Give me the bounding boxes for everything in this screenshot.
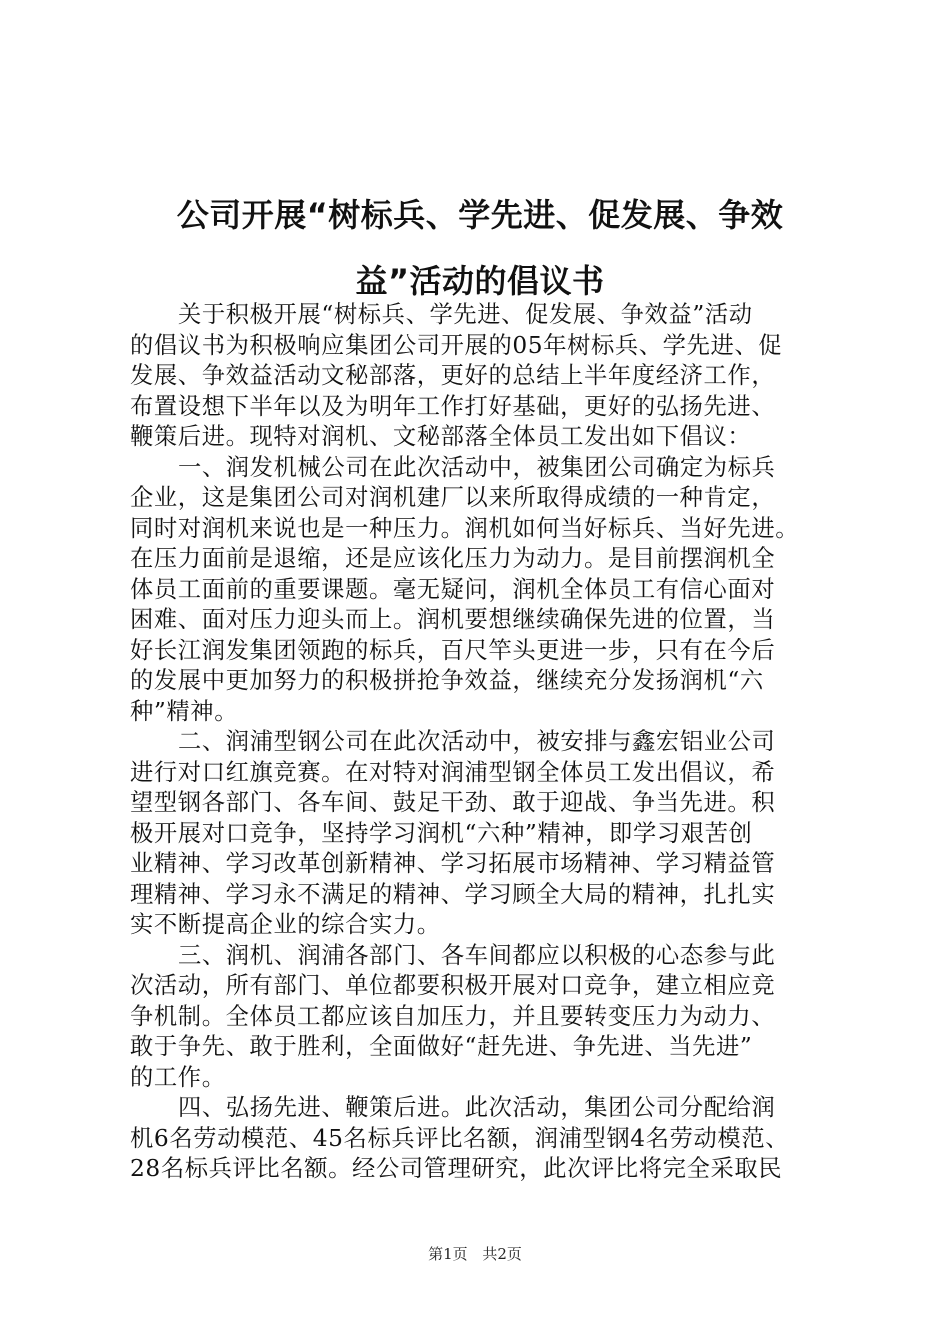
text-line: 极开展对口竞争，坚持学习润机“六种”精神，即学习艰苦创	[130, 819, 753, 847]
text-line: 争机制。全体员工都应该自加压力，并且要转变压力为动力、	[130, 1002, 776, 1030]
paragraph-intro	[130, 300, 835, 453]
paragraph-item-4	[130, 1093, 835, 1185]
text-line: 二、润浦型钢公司在此次活动中，被安排与鑫宏铝业公司	[178, 728, 776, 755]
text-line: 在压力面前是退缩，还是应该化压力为动力。是目前摆润机全	[130, 545, 776, 572]
text-line: 28名标兵评比名额。经公司管理研究，此次评比将完全采取民	[130, 1155, 783, 1182]
text-line: 敢于争先、敢于胜利，全面做好“赶先进、争先进、当先进”	[130, 1033, 753, 1060]
text-line: 的工作。	[130, 1063, 226, 1091]
text-line: 四、弘扬先进、鞭策后进。此次活动，集团公司分配给润	[178, 1094, 776, 1121]
text-line: 企业，这是集团公司对润机建厂以来所取得成绩的一种肯定，	[130, 484, 776, 511]
text-line: 望型钢各部门、各车间、鼓足干劲、敢于迎战、争当先进。积	[130, 789, 776, 816]
paragraph-item-2	[130, 727, 835, 941]
text-line: 三、润机、润浦各部门、各车间都应以积极的心态参与此	[178, 941, 776, 969]
paragraph-item-3	[130, 941, 835, 1094]
page-footer	[0, 1244, 950, 1264]
text-line: 进行对口红旗竞赛。在对特对润浦型钢全体员工发出倡议，希	[130, 758, 776, 786]
document-body	[130, 300, 835, 1185]
text-line: 机6名劳动模范、45名标兵评比名额，润浦型钢4名劳动模范、	[130, 1124, 790, 1152]
text-line: 好长江润发集团领跑的标兵，百尺竿头更进一步，只有在今后	[130, 636, 776, 664]
text-line: 发展、争效益活动文秘部落，更好的总结上半年度经济工作，	[130, 362, 776, 389]
text-line: 种”精神。	[130, 697, 239, 725]
title-line: 公司开展“树标兵、学先进、促发展、争效	[176, 196, 784, 234]
text-line: 鞭策后进。现特对润机、文秘部落全体员工发出如下倡议：	[130, 423, 752, 450]
text-line: 关于积极开展“树标兵、学先进、促发展、争效益”活动	[178, 301, 753, 328]
text-line: 实不断提高企业的综合实力。	[130, 911, 441, 938]
text-line: 的发展中更加努力的积极拼抢争效益，继续充分发扬润机“六	[130, 667, 764, 694]
text-line: 困难、面对压力迎头而上。润机要想继续确保先进的位置，当	[130, 606, 776, 633]
title-line: 益”活动的倡议书	[355, 262, 605, 300]
text-line: 的倡议书为积极响应集团公司开展的05年树标兵、学先进、促	[130, 331, 783, 359]
paragraph-item-1	[130, 453, 835, 728]
text-line: 业精神、学习改革创新精神、学习拓展市场精神、学习精益管	[130, 850, 776, 877]
page-number: 第1页	[428, 1245, 468, 1263]
text-line: 同时对润机来说也是一种压力。润机如何当好标兵、当好先进。	[130, 514, 800, 542]
page-total: 共2页	[482, 1245, 522, 1263]
text-line: 布置设想下半年以及为明年工作打好基础，更好的弘扬先进、	[130, 392, 776, 420]
document-title	[130, 182, 830, 314]
text-line: 一、润发机械公司在此次活动中，被集团公司确定为标兵	[178, 453, 776, 481]
text-line: 理精神、学习永不满足的精神、学习顾全大局的精神，扎扎实	[130, 880, 776, 908]
text-line: 次活动，所有部门、单位都要积极开展对口竞争，建立相应竞	[130, 972, 776, 999]
text-line: 体员工面前的重要课题。毫无疑问，润机全体员工有信心面对	[130, 575, 776, 603]
